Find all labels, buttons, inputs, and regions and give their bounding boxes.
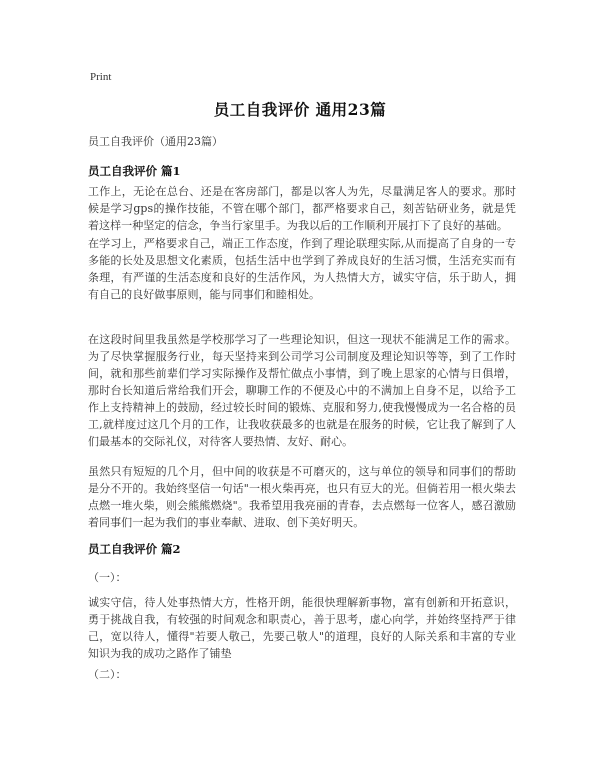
paragraph-1: 工作上，无论在总台、还是在客房部门，都是以客人为先，尽量满足客人的要求。那时候是学习gps的操作技能，不管在哪个部门，都严格要求自己，刻苦钻研业务，就是凭着这样一种坚定的信念，争当行家里手。为我以后的工作顺利开展打下了良好的基础。 — [88, 185, 516, 232]
paragraph-3: 在这段时间里我虽然是学校那学习了一些理论知识，但这一现状不能满足工作的需求。为了尽快掌握服务行业，每天坚持来到公司学习公司制度及理论知识等等，到了工作时间，就和那些前辈们学习实际操作及帮忙做点小事情，到了晚上思家的心情与日俱增，那时台长知道后常给我们开会，聊聊工作的不便及心中的不满加上自身不足，以给予工作上支持精神上的鼓励，经过较长时间的锻炼、克服和努力,使我慢慢成为一名合格的员工,就样度过这几个月的工作，让我收获最多的也就是在服务的时候，它让我了解到了人们最基本的交际礼仪，对待客人要热情、友好、耐心。 — [88, 333, 516, 448]
section-heading-2: 员工自我评价 篇2 — [88, 542, 181, 556]
paragraph-5: 诚实守信，待人处事热情大方，性格开朗，能很快理解新事物，富有创新和开拓意识，勇于挑战自我，有较强的时间观念和职责心，善于思考，虚心向学，并始终坚持严于律己，宽以待人，懂得"若要人敬己，先要己敬人"的道理，良好的人际关系和丰富的专业知识为我的成功之路作了铺垫 — [88, 596, 516, 660]
section-heading-1: 员工自我评价 篇1 — [88, 164, 181, 178]
paragraph-4: 虽然只有短短的几个月，但中间的收获是不可磨灭的，这与单位的领导和同事们的帮助是分不开的。我始终坚信一句话"一根火柴再亮，也只有豆大的光。但倘若用一根火柴去点燃一堆火柴，则会熊熊燃烧"。我希望用我亮丽的青春，去点燃每一位客人，感召激励着同事们一起为我们的事业奉献、进取、创下美好明天。 — [88, 465, 516, 529]
print-link[interactable]: Print — [90, 71, 112, 83]
document-subtitle: 员工自我评价（通用23篇） — [88, 135, 223, 148]
sub-label-2: （二）： — [88, 668, 127, 681]
sub-label-1: （一）： — [88, 571, 127, 584]
paragraph-2: 在学习上，严格要求自己，端正工作态度，作到了理论联理实际,从而提高了自身的一专多能的长处及思想文化素质，包括生活中也学到了养成良好的生活习惯，生活充实而有条理，有严谨的生活态度和良好的生活作风，为人热情大方，诚实守信，乐于助人，拥有自己的良好做事原则，能与同事们和睦相处。 — [88, 237, 516, 301]
page-title: 员工自我评价 通用23篇 — [213, 100, 387, 119]
